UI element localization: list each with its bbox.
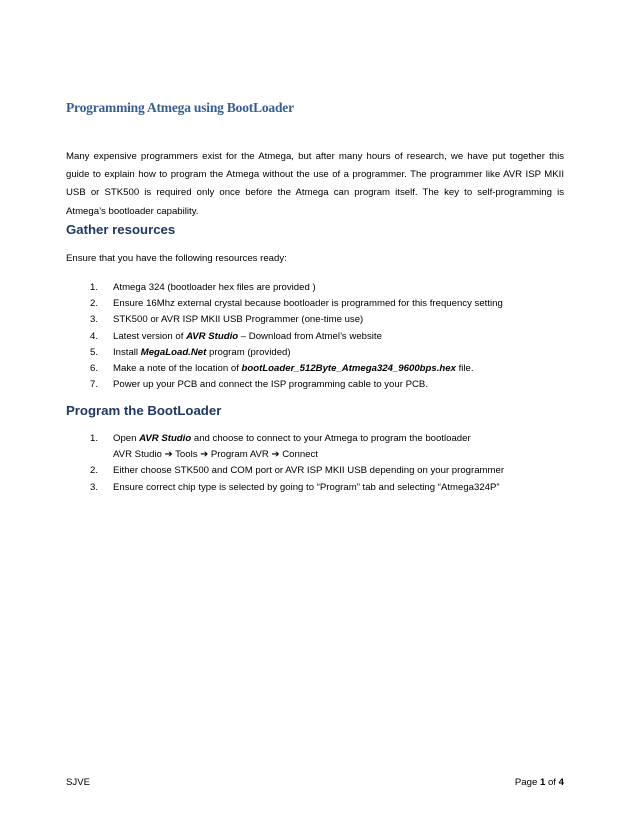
list-item: 1. Open AVR Studio and choose to connect to your Atmega to program the bootloader AVR Studio ➔ Tools ➔ Program AVR ➔ Connect (66, 431, 566, 463)
list-item: 7. Power up your PCB and connect the ISP programming cable to your PCB. (90, 379, 428, 391)
list-item: 6. Make a note of the location of bootLoader_512Byte_Atmega324_9600bps.hex file. (90, 363, 474, 375)
arrow-right-icon: ➔ (200, 449, 209, 461)
footer-page-number: Page 1 of 4 (514, 777, 564, 788)
menu-path: AVR Studio ➔ Tools ➔ Program AVR ➔ Connect (113, 447, 566, 463)
gather-lead: Ensure that you have the following resources ready: (66, 253, 287, 264)
list-item: 1. Atmega 324 (bootloader hex files are provided ) (90, 282, 316, 293)
intro-paragraph: Many expensive programmers exist for the Atmega, but after many hours of research, we have put together this guide to explain how to program the Atmega without the use of a programmer. The programmer like AVR ISP MKII USB or STK500 is required only once before the Atmega can program itself. The key to self-programming is Atmega’s bootloader capability. (66, 151, 564, 217)
list-item: 2. Ensure 16Mhz external crystal because bootloader is programmed for this frequency setting (90, 298, 503, 310)
resources-list (66, 280, 566, 393)
list-item: 2. Either choose STK500 and COM port or AVR ISP MKII USB depending on your programmer (90, 465, 505, 477)
list-item: 5. Install MegaLoad.Net program (provided) (90, 346, 291, 358)
program-steps-list (66, 431, 566, 496)
arrow-right-icon: ➔ (271, 449, 280, 461)
list-item: 3. Ensure correct chip type is selected by going to “Program” tab and selecting “Atmega324P” (90, 481, 500, 493)
list-item: 3. STK500 or AVR ISP MKII USB Programmer (one-time use) (90, 314, 364, 326)
arrow-right-icon: ➔ (164, 449, 173, 461)
document-title: Programming Atmega using BootLoader (66, 100, 294, 115)
footer-author: SJVE (66, 777, 90, 788)
program-bootloader-heading: Program the BootLoader (66, 403, 222, 418)
gather-resources-heading: Gather resources (66, 222, 176, 237)
list-item: 4. Latest version of AVR Studio – Download from Atmel’s website (90, 330, 382, 342)
